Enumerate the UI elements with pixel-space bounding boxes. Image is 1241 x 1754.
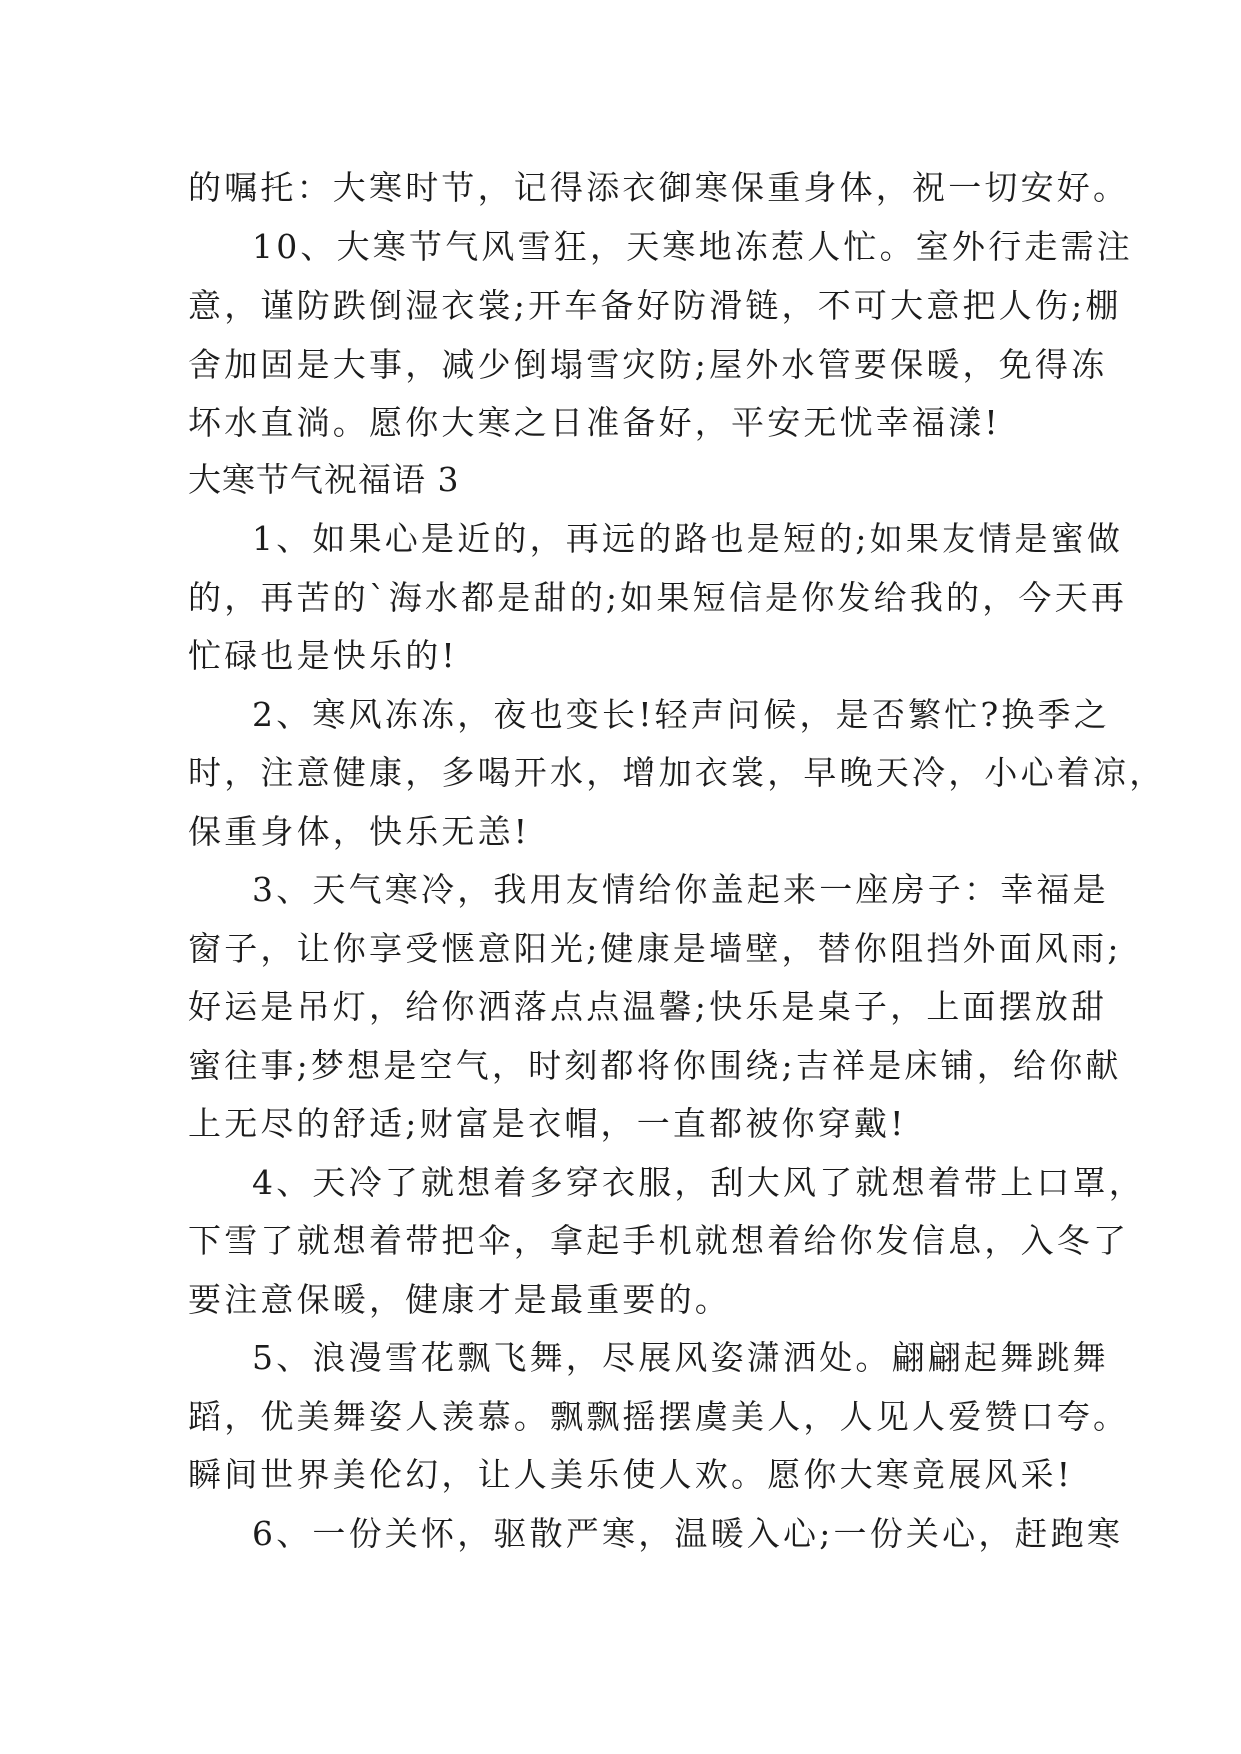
text-line: 好运是吊灯，给你洒落点点温馨;快乐是桌子，上面摆放甜 <box>188 987 1108 1026</box>
paragraph-start: 1、如果心是近的，再远的路也是短的;如果友情是蜜做 <box>252 519 1124 558</box>
text-line: 时，注意健康，多喝开水，增加衣裳，早晚天冷，小心着凉， <box>188 753 1166 792</box>
text-line: 要注意保暖，健康才是最重要的。 <box>188 1280 731 1319</box>
paragraph-start: 6、一份关怀，驱散严寒，温暖入心;一份关心，赶跑寒 <box>252 1514 1124 1553</box>
text-line: 保重身体，快乐无恙! <box>188 812 531 851</box>
paragraph-start: 2、寒风冻冻，夜也变长!轻声问候，是否繁忙?换季之 <box>252 695 1110 734</box>
paragraph-start: 4、天冷了就想着多穿衣服，刮大风了就想着带上口罩， <box>252 1163 1145 1202</box>
paragraph-start: 3、天气寒冷，我用友情给你盖起来一座房子：幸福是 <box>252 870 1109 909</box>
paragraph-start: 5、浪漫雪花飘飞舞，尽展风姿潇洒处。翩翩起舞跳舞 <box>252 1338 1109 1377</box>
text-line: 窗子，让你享受惬意阳光;健康是墙壁，替你阻挡外面风雨; <box>188 929 1122 968</box>
text-line: 忙碌也是快乐的! <box>188 636 458 675</box>
section-heading: 大寒节气祝福语 3 <box>188 460 460 499</box>
text-line: 上无尽的舒适;财富是衣帽，一直都被你穿戴! <box>188 1104 907 1143</box>
text-line: 蜜往事;梦想是空气，时刻都将你围绕;吉祥是床铺，给你献 <box>188 1046 1122 1085</box>
paragraph-start: 10、大寒节气风雪狂，天寒地冻惹人忙。室外行走需注 <box>252 227 1133 266</box>
text-line: 的嘱托：大寒时节，记得添衣御寒保重身体，祝一切安好。 <box>188 168 1130 207</box>
text-line: 蹈，优美舞姿人羡慕。飘飘摇摆虞美人，人见人爱赞口夸。 <box>188 1397 1130 1436</box>
text-line: 瞬间世界美伦幻，让人美乐使人欢。愿你大寒竟展风采! <box>188 1455 1074 1494</box>
text-line: 意，谨防跌倒湿衣裳;开车备好防滑链，不可大意把人伤;棚 <box>188 286 1122 325</box>
text-line: 的，再苦的`海水都是甜的;如果短信是你发给我的，今天再 <box>188 578 1128 617</box>
text-line: 下雪了就想着带把伞，拿起手机就想着给你发信息，入冬了 <box>188 1221 1130 1260</box>
text-line: 舍加固是大事，减少倒塌雪灾防;屋外水管要保暖，免得冻 <box>188 345 1108 384</box>
text-line: 坏水直淌。愿你大寒之日准备好，平安无忧幸福漾! <box>188 403 1001 442</box>
